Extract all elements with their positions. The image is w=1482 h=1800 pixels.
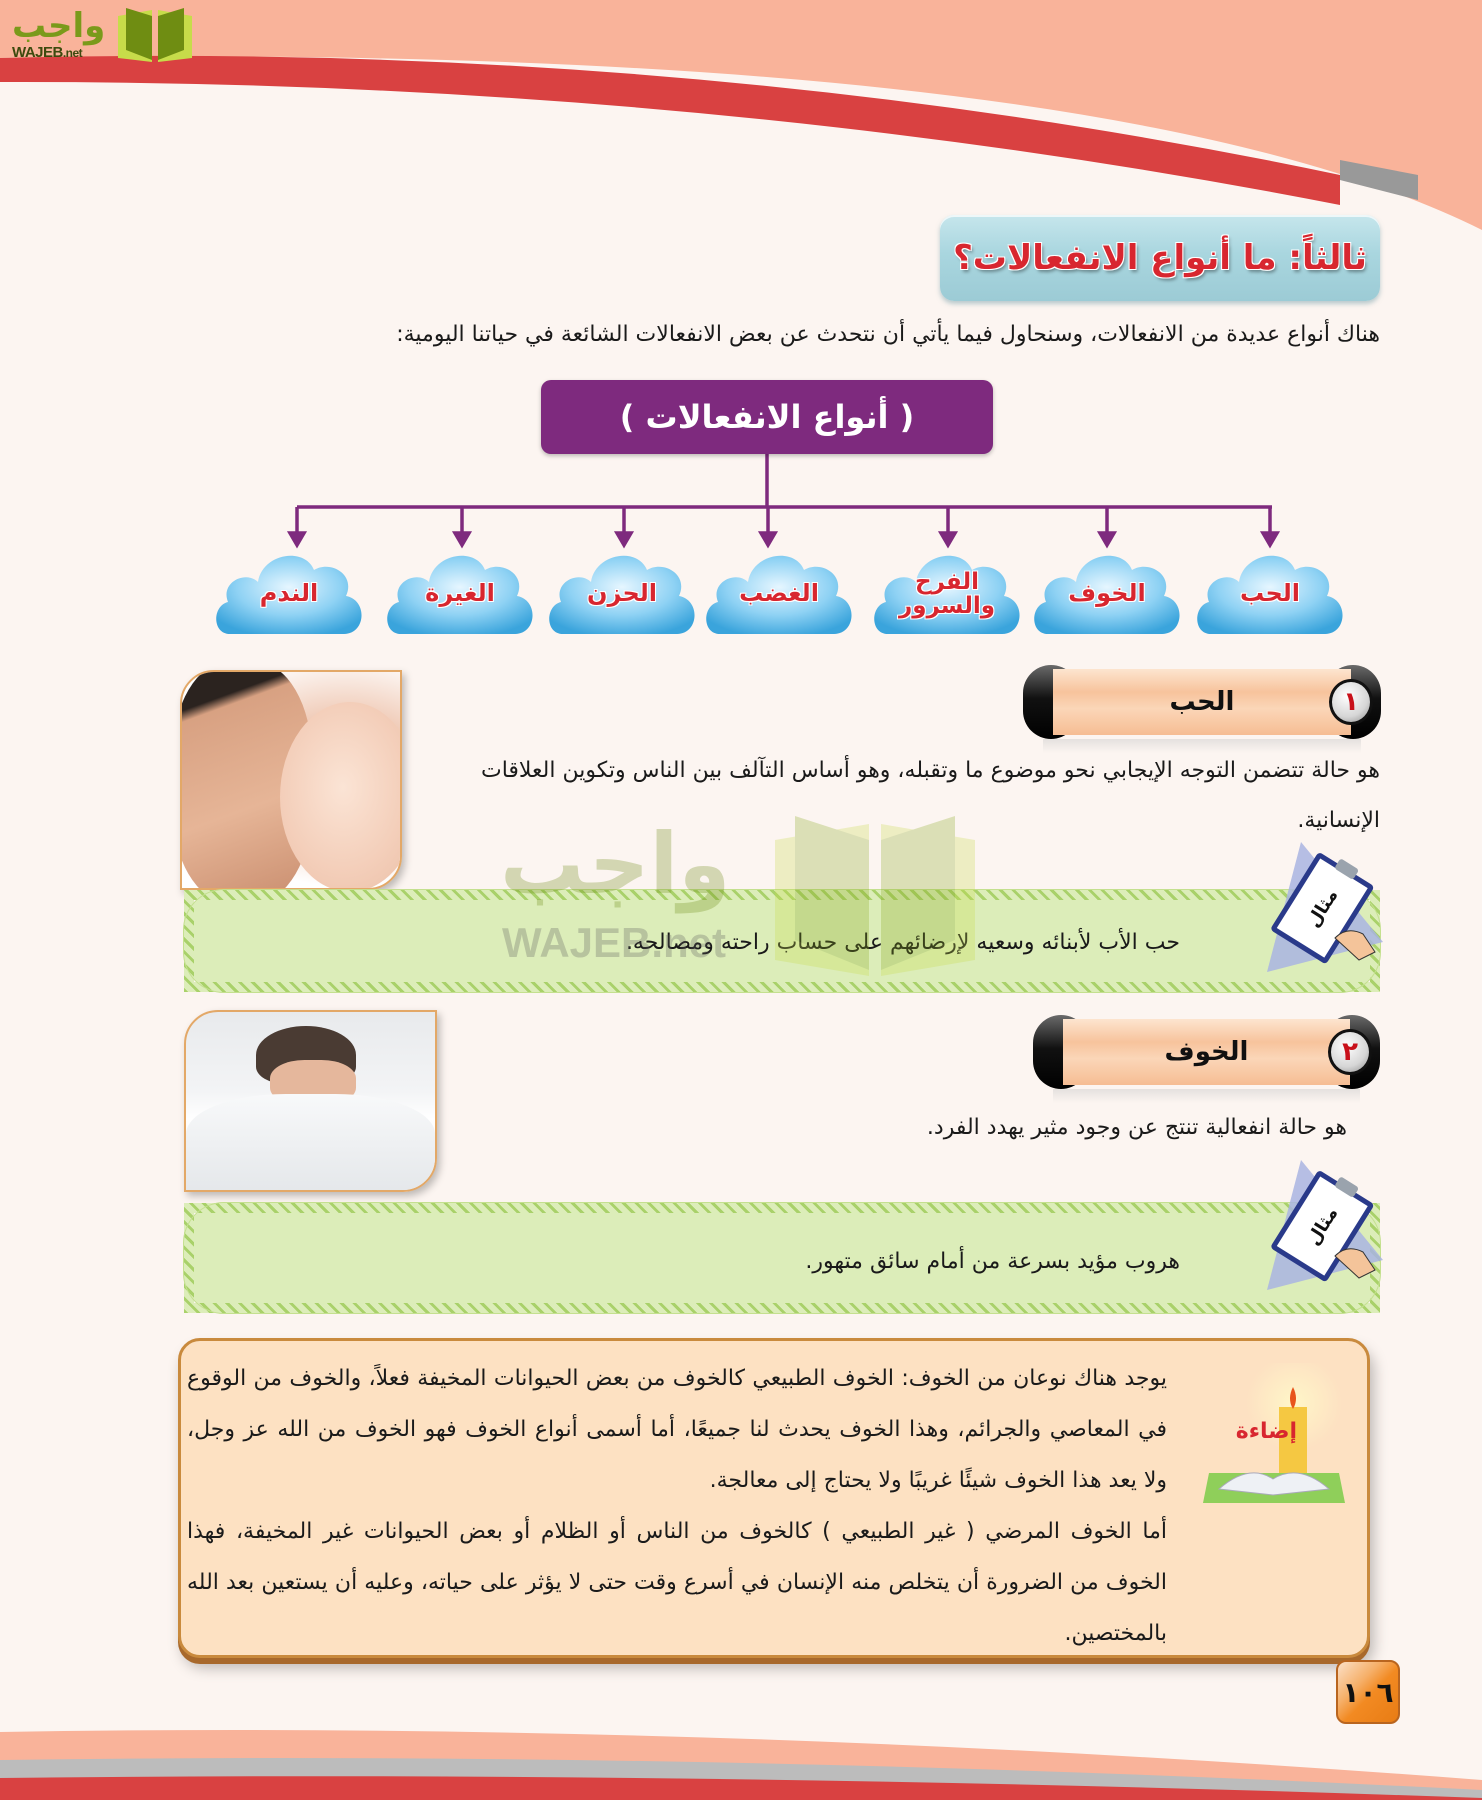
diagram-node-sadness: الحزن (543, 540, 701, 648)
illumination-text (187, 1353, 1167, 1659)
topic-header-love (1023, 665, 1381, 739)
example-clipboard-icon (1243, 842, 1383, 972)
svg-text:مثال: مثال (1302, 885, 1343, 932)
father-baby-photo (180, 670, 402, 890)
illumination-label: إضاءة (1235, 1419, 1297, 1444)
topic-title: الحب (1169, 687, 1235, 717)
topic-definition-love: هو حالة تتضمن التوجه الإيجابي نحو موضوع ما وتقبله، وهو أساس التآلف بين الناس وتكوين العلاقات الإنسانية. (481, 758, 1380, 833)
example-text: هروب مؤيد بسرعة من أمام سائق متهور. (805, 1249, 1180, 1274)
header-decoration (0, 0, 1482, 240)
topic-number-badge: ٢ (1328, 1029, 1372, 1075)
logo-arabic: واجب (12, 6, 106, 46)
diagram-node-regret: الندم (210, 540, 368, 648)
diagram-node-love: الحب (1191, 540, 1349, 648)
wajeb-logo[interactable] (8, 6, 188, 66)
example-text: حب الأب لأبنائه وسعيه لإرضائهم على حساب راحته ومصالحه. (625, 930, 1180, 955)
example-box-fear (184, 1203, 1380, 1313)
diagram-node-joy: الفرح والسرور (868, 540, 1026, 648)
footer-decoration (0, 1660, 1482, 1800)
wajeb-watermark: واجب WAJEB.net (500, 815, 1000, 985)
topic-definition-fear: هو حالة انفعالية تنتج عن وجود مثير يهدد الفرد. (926, 1115, 1347, 1140)
example-box-love (184, 890, 1380, 992)
scared-child-photo (184, 1010, 437, 1192)
illumination-paragraph-2: أما الخوف المرضي ( غير الطبيعي ) كالخوف من الناس أو الظلام أو بعض الحيوانات غير المخيفة، فهذا الخوف من الضرورة أن يتخلص منه الإنسان في أسرع وقت حتى لا يؤثر على حياته، وعليه أن يستعين بعد الله بالمختصين. (187, 1519, 1167, 1646)
intro-paragraph: هناك أنواع عديدة من الانفعالات، وسنحاول فيما يأتي أن نتحدث عن بعض الانفعالات الشائعة في حياتنا اليومية: (396, 322, 1380, 347)
topic-number-badge: ١ (1329, 679, 1373, 725)
section-title-text: ثالثاً: ما أنواع الانفعالات؟ (953, 238, 1367, 278)
open-book-icon (114, 6, 196, 66)
topic-title: الخوف (1164, 1037, 1249, 1067)
diagram-node-anger: الغضب (700, 540, 858, 648)
illumination-box (178, 1338, 1370, 1658)
section-title (940, 215, 1380, 301)
diagram-root-label: ( أنواع الانفعالات ) (619, 398, 915, 436)
diagram-node-fear: الخوف (1028, 540, 1186, 648)
diagram-root-node (541, 380, 993, 454)
topic-header-fear (1033, 1015, 1380, 1089)
diagram-node-jealousy: الغيرة (381, 540, 539, 648)
page-number: ١٠٦ (1336, 1660, 1400, 1724)
example-clipboard-icon (1243, 1160, 1383, 1290)
illumination-paragraph-1: يوجد هناك نوعان من الخوف: الخوف الطبيعي كالخوف من بعض الحيوانات المخيفة فعلاً، والخوف من الوقوع في المعاصي والجرائم، وهذا الخوف يحدث لنا جميعًا، أما أسمى أنواع الخوف فهو الخوف من الله عز وجل، ولا يعد هذا الخوف شيئًا غريبًا ولا يحتاج إلى معالجة. (187, 1366, 1167, 1493)
logo-latin: WAJEB.net (12, 44, 83, 61)
svg-text:مثال: مثال (1302, 1203, 1343, 1250)
